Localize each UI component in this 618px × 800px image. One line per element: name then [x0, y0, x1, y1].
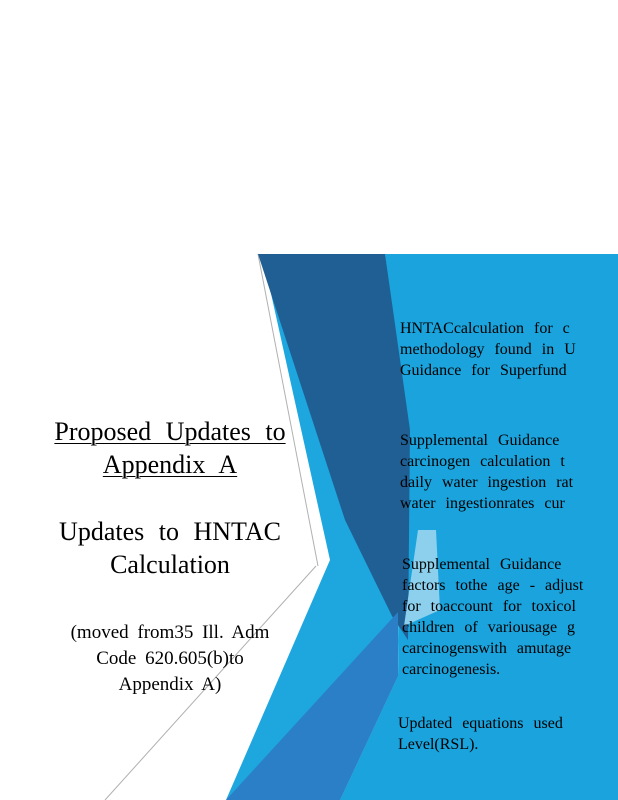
title-line-1: Proposed Updates to	[54, 417, 286, 446]
bullet-line: methodology found in U	[400, 341, 576, 358]
bullet-line: Level(RSL).	[398, 736, 479, 753]
note-line-3: Appendix A)	[118, 674, 222, 695]
bullet-line: daily water ingestion rat	[400, 474, 574, 491]
bullet-line: for toaccount for toxicol	[402, 598, 576, 615]
title-line-2: Appendix A	[102, 450, 238, 479]
bullet-item	[400, 430, 618, 514]
bullet-line: carcinogenswith amutage	[402, 640, 572, 657]
bullet-line: Supplemental Guidance	[400, 432, 560, 449]
subtitle-line-1: Updates to HNTAC	[59, 517, 281, 546]
bullet-item	[398, 713, 618, 755]
bullet-line: Supplemental Guidance	[402, 556, 562, 573]
bullet-line: Guidance for Superfund	[400, 362, 567, 379]
bullet-line: carcinogenesis.	[402, 661, 501, 678]
bullet-line: Updated equations used	[398, 715, 563, 732]
bullet-line: HNTACcalculation for c	[400, 320, 570, 337]
note-line-1: (moved from35 Ill. Adm	[70, 622, 270, 643]
bullet-line: water ingestionrates cur	[400, 495, 565, 512]
bullet-item	[400, 318, 618, 381]
note-line-2: Code 620.605(b)to	[96, 648, 244, 669]
bullet-item	[402, 554, 618, 680]
bullet-line: children of variousage g	[402, 619, 576, 636]
subtitle-line-2: Calculation	[110, 550, 230, 579]
bullet-line: factors tothe age - adjust	[402, 577, 584, 594]
bullet-line: carcinogen calculation t	[400, 453, 565, 470]
